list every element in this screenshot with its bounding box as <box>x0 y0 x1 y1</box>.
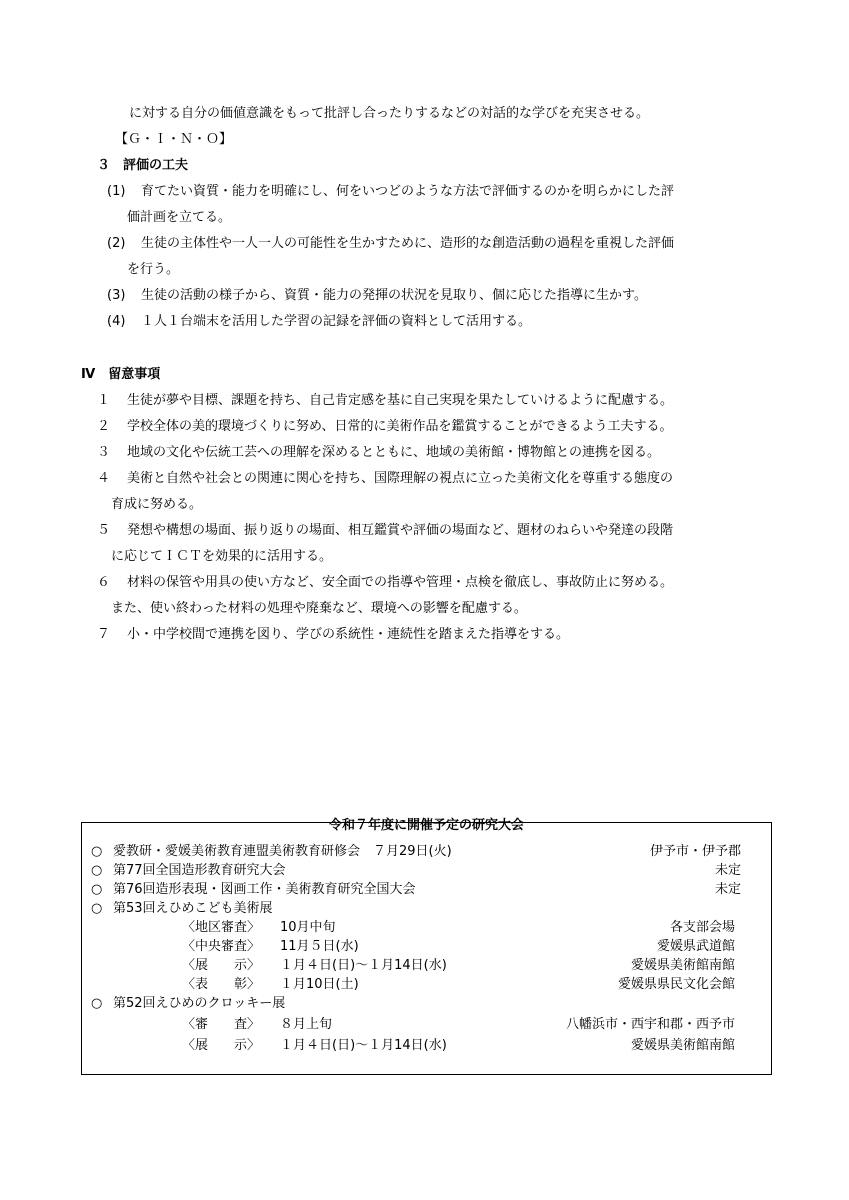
body-text-line: に対する自分の価値意識をもって批評し合ったりするなどの対話的な学びを充実させる。 <box>129 106 650 121</box>
event-name: 第53回えひめこども美術展 <box>113 901 273 916</box>
event-place: 伊予市・伊予郡 <box>649 844 741 859</box>
item-number: ７ <box>97 627 111 642</box>
item-text: 生徒の活動の様子から、資質・能力の発揮の状況を見取り、個に応じた指導に生かす。 <box>141 288 647 303</box>
schedule-label: 〈展 示〉 <box>182 958 261 973</box>
schedule-date: １月４日(日)～１月14日(水) <box>280 1038 447 1053</box>
schedule-place: 愛媛県美術館南館 <box>630 1038 735 1053</box>
event-name: 愛教研・愛媛美術教育連盟美術教育研修会 ７月29日(火) <box>113 844 452 859</box>
bullet-icon: ○ <box>91 844 103 859</box>
list-item <box>97 470 673 488</box>
item-text: 学校全体の美的環境づくりに努め、日常的に美術作品を鑑賞することができるよう工夫する。 <box>127 419 673 434</box>
schedule-label: 〈地区審査〉 <box>182 920 261 935</box>
list-item <box>97 444 660 462</box>
event-place: 未定 <box>714 882 741 897</box>
bullet-icon: ○ <box>91 863 103 878</box>
schedule-label: 〈審 査〉 <box>182 1017 261 1032</box>
section-heading: Ⅳ 留意事項 <box>81 367 161 382</box>
schedule-date: 11月５日(水) <box>280 939 359 954</box>
item-text: 育てたい資質・能力を明確にし、何をいつどのような方法で評価するのかを明らかにした評 <box>141 184 675 199</box>
event-item <box>91 881 416 899</box>
item-number: ３ <box>97 445 111 460</box>
item-text-cont: また、使い終わった材料の処理や廃棄など、環境への影響を配慮する。 <box>111 601 527 616</box>
schedule-date: １月10日(土) <box>280 977 359 992</box>
item-number: (4) <box>107 314 126 329</box>
item-text: 美術と自然や社会との関連に関心を持ち、国際理解の視点に立った美術文化を尊重する態度の <box>127 471 674 486</box>
item-number: ５ <box>97 523 111 538</box>
list-item <box>107 313 531 331</box>
event-item <box>91 900 273 918</box>
item-text-cont: 育成に努める。 <box>111 497 203 512</box>
list-item <box>107 183 674 201</box>
schedule-date: 10月中旬 <box>280 920 336 935</box>
event-place: 未定 <box>714 863 741 878</box>
event-name: 第52回えひめのクロッキー展 <box>113 996 286 1011</box>
item-text-cont: を行う。 <box>127 262 180 277</box>
item-text: 生徒の主体性や一人一人の可能性を生かすために、造形的な創造活動の過程を重視した評価 <box>141 236 675 251</box>
item-number: (2) <box>107 236 126 251</box>
list-item <box>97 574 673 592</box>
events-box <box>81 818 772 1075</box>
item-number: (3) <box>107 288 126 303</box>
item-text: 生徒が夢や目標、課題を持ち、自己肯定感を基に自己実現を果たしていけるように配慮する。 <box>127 393 674 408</box>
item-text: 発想や構想の場面、振り返りの場面、相互鑑賞や評価の場面など、題材のねらいや発達の段階 <box>127 523 674 538</box>
list-item <box>97 626 569 644</box>
events-box-title: 令和７年度に開催予定の研究大会 <box>328 818 524 833</box>
schedule-date: １月４日(日)～１月14日(水) <box>280 958 447 973</box>
item-number: １ <box>97 393 111 408</box>
item-number: ２ <box>97 419 111 434</box>
list-item <box>107 235 674 253</box>
indicator-tag: 【Ｇ・Ｉ・Ｎ・Ｏ】 <box>115 132 233 147</box>
event-name: 第77回全国造形教育研究大会 <box>113 863 286 878</box>
item-number: (1) <box>107 184 126 199</box>
item-text-cont: に応じてＩＣＴを効果的に活用する。 <box>111 549 333 564</box>
schedule-date: ８月上旬 <box>280 1017 333 1032</box>
list-item <box>97 522 673 540</box>
item-text: 地域の文化や伝統工芸への理解を深めるとともに、地域の美術館・博物館との連携を図る。 <box>127 445 661 460</box>
schedule-place: 愛媛県武道館 <box>656 939 735 954</box>
item-text-cont: 価計画を立てる。 <box>127 210 232 225</box>
list-item <box>97 418 672 436</box>
bullet-icon: ○ <box>91 882 103 897</box>
schedule-place: 愛媛県県民文化会館 <box>617 977 735 992</box>
item-number: ４ <box>97 471 111 486</box>
list-item <box>97 392 673 410</box>
bullet-icon: ○ <box>91 996 103 1011</box>
event-item <box>91 843 452 861</box>
schedule-label: 〈中央審査〉 <box>182 939 261 954</box>
event-name: 第76回造形表現・図画工作・美術教育研究全国大会 <box>113 882 416 897</box>
schedule-place: 八幡浜市・西宇和郡・西予市 <box>565 1017 735 1032</box>
item-number: ６ <box>97 575 111 590</box>
event-item <box>91 862 286 880</box>
schedule-label: 〈表 彰〉 <box>182 977 261 992</box>
event-item <box>91 995 285 1013</box>
bullet-icon: ○ <box>91 901 103 916</box>
schedule-place: 愛媛県美術館南館 <box>630 958 735 973</box>
list-item <box>107 287 647 305</box>
item-text: １人１台端末を活用した学習の記録を評価の資料として活用する。 <box>141 314 532 329</box>
schedule-label: 〈展 示〉 <box>182 1038 261 1053</box>
item-text: 小・中学校間で連携を図り、学びの系統性・連続性を踏まえた指導をする。 <box>127 627 570 642</box>
item-text: 材料の保管や用具の使い方など、安全面での指導や管理・点検を徹底し、事故防止に努める。 <box>127 575 674 590</box>
schedule-place: 各支部会場 <box>669 920 735 935</box>
section-heading: ３ 評価の工夫 <box>97 158 189 173</box>
